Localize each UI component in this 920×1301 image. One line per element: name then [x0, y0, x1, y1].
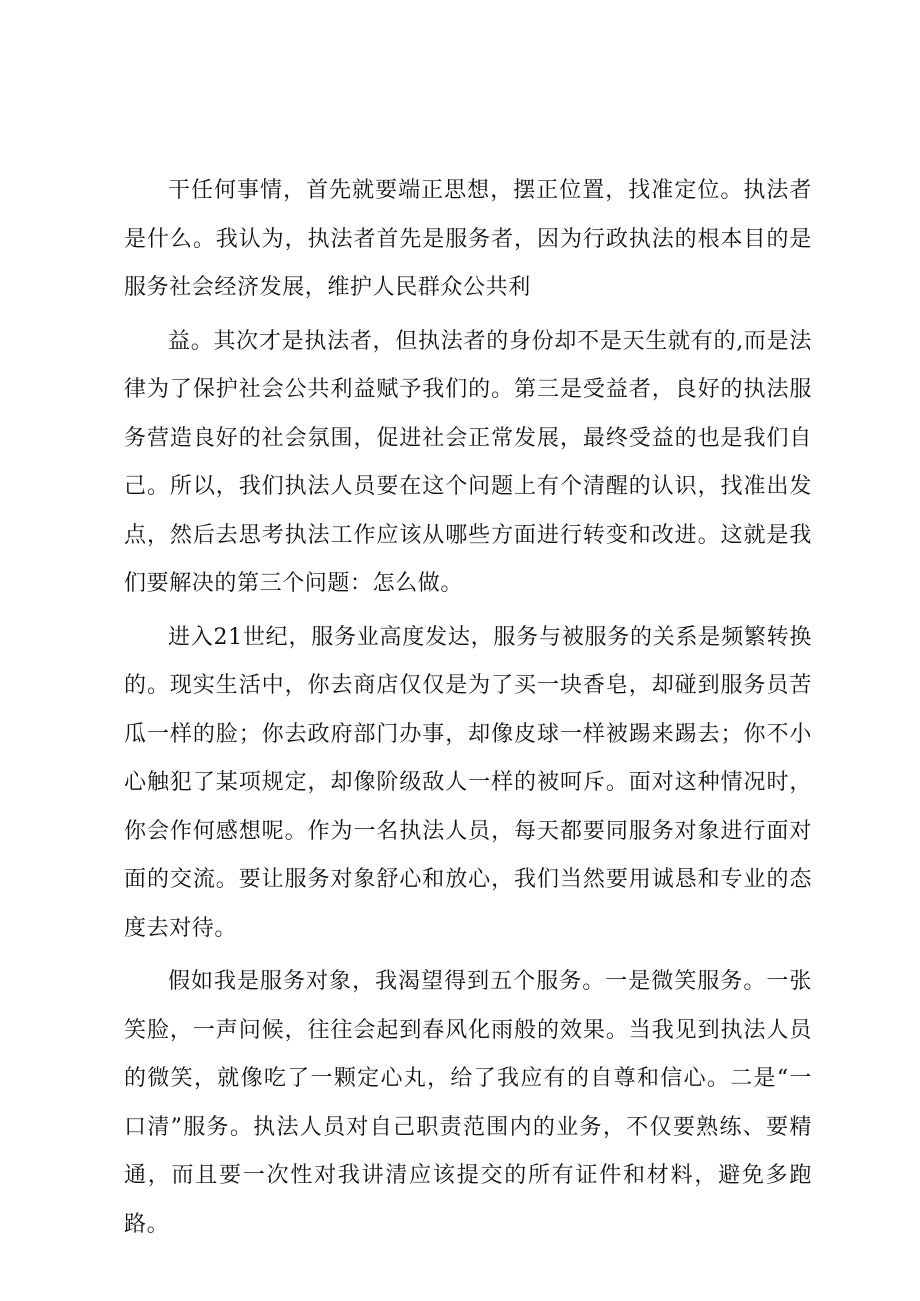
paragraph-3: 进入21世纪，服务业高度发达，服务与被服务的关系是频繁转换的。现实生活中，你去商店仅仅是为了买一块香皂，却碰到服务员苦瓜一样的脸；你去政府部门办事，却像皮球一样被踢来踢去；你不小心触犯了某项规定，却像阶级敌人一样的被呵斥。面对这种情况时，你会作何感想呢。作为一名执法人员，每天都要同服务对象进行面对面的交流。要让服务对象舒心和放心，我们当然要用诚恳和专业的态度去对待。	[124, 624, 812, 941]
paragraph-4: 假如我是服务对象，我渴望得到五个服务。一是微笑服务。一张笑脸，一声问候，往往会起到春风化雨般的效果。当我见到执法人员的微笑，就像吃了一颗定心丸，给了我应有的自尊和信心。二是“一口清”服务。执法人员对自己职责范围内的业务，不仅要熟练、要精通，而且要一次性对我讲清应该提交的所有证件和材料，避免多跑路。	[124, 969, 812, 1237]
paragraph-1: 干任何事情，首先就要端正思想，摆正位置，找准定位。执法者是什么。我认为，执法者首先是服务者，因为行政执法的根本目的是服务社会经济发展，维护人民群众公共利	[124, 178, 812, 300]
document-body	[124, 167, 812, 1249]
paragraph-2: 益。其次才是执法者，但执法者的身份却不是天生就有的,而是法律为了保护社会公共利益赋予我们的。第三是受益者，良好的执法服务营造良好的社会氛围，促进社会正常发展，最终受益的也是我们自己。所以，我们执法人员要在这个问题上有个清醒的认识，找准出发点，然后去思考执法工作应该从哪些方面进行转变和改进。这就是我们要解决的第三个问题：怎么做。	[124, 328, 812, 596]
